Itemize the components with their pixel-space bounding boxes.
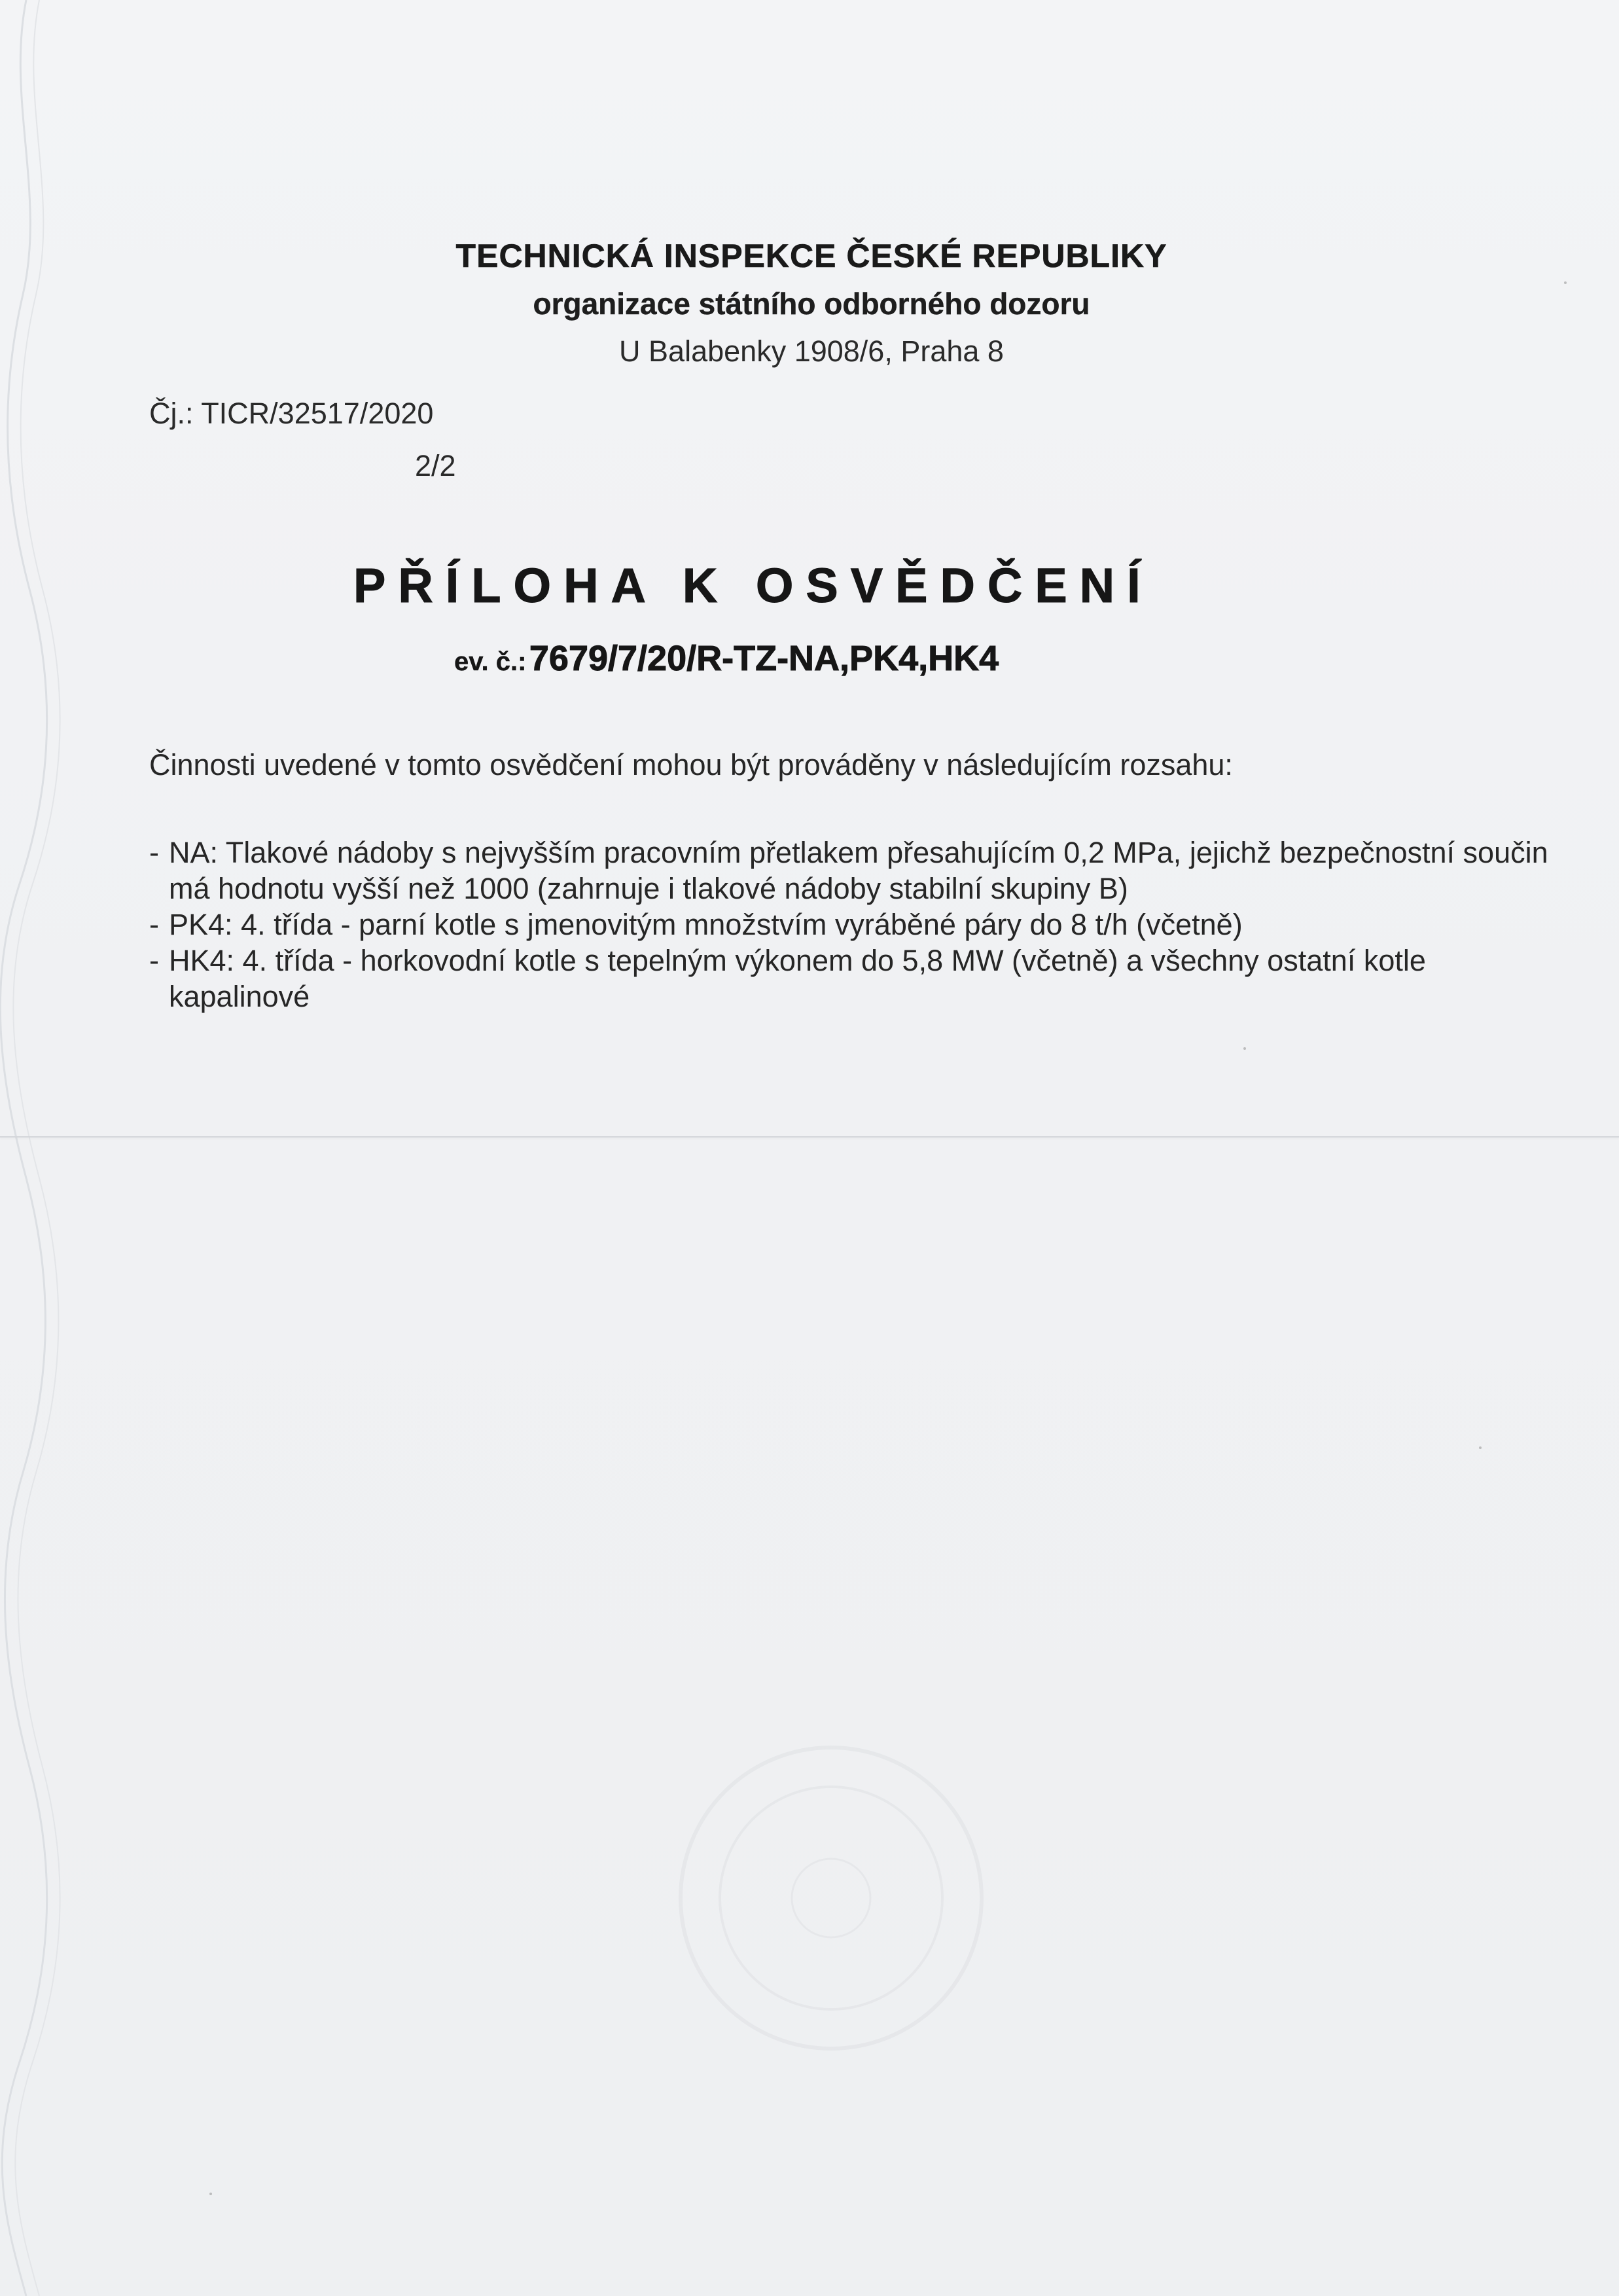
list-dash: - — [149, 836, 159, 869]
registration-label: ev. č.: — [454, 647, 527, 676]
list-item — [149, 906, 1550, 942]
paper-speck — [1243, 1047, 1246, 1050]
decorative-wave-border — [0, 0, 79, 2296]
list-item-text: HK4: 4. třída - horkovodní kotle s tepelným výkonem do 5,8 MW (včetně) a všechny ostatní kotle kapalinové — [169, 944, 1426, 1013]
organization-name: TECHNICKÁ INSPEKCE ČESKÉ REPUBLIKY — [455, 238, 1167, 274]
document-title: PŘÍLOHA K OSVĚDČENÍ — [353, 558, 1153, 613]
list-item — [149, 834, 1550, 906]
paper-speck — [1564, 281, 1567, 284]
registration-value: 7679/7/20/R-TZ-NA,PK4,HK4 — [529, 639, 999, 678]
paper-fold-line — [0, 1136, 1619, 1138]
organization-address: U Balabenky 1908/6, Praha 8 — [619, 334, 1004, 368]
reference-number: Čj.: TICR/32517/2020 — [149, 397, 434, 430]
registration-number — [454, 638, 999, 679]
list-item-text: PK4: 4. třída - parní kotle s jmenovitým množstvím vyráběné páry do 8 t/h (včetně) — [169, 908, 1243, 941]
organization-subtitle: organizace státního odborného dozoru — [533, 287, 1090, 321]
list-dash: - — [149, 908, 159, 941]
paper-speck — [209, 2193, 212, 2195]
page-number: 2/2 — [415, 449, 456, 482]
scope-list — [149, 834, 1550, 1014]
faint-seal-stamp — [667, 1734, 995, 2062]
paper-speck — [1479, 1446, 1482, 1449]
scope-intro: Činnosti uvedené v tomto osvědčení mohou být prováděny v následujícím rozsahu: — [149, 748, 1233, 781]
list-item-text: NA: Tlakové nádoby s nejvyšším pracovním přetlakem přesahujícím 0,2 MPa, jejichž bezpečnostní součin má hodnotu vyšší než 1000 (zahrnuje i tlakové nádoby stabilní skupiny B) — [169, 836, 1548, 905]
list-dash: - — [149, 944, 159, 977]
list-item — [149, 942, 1550, 1014]
